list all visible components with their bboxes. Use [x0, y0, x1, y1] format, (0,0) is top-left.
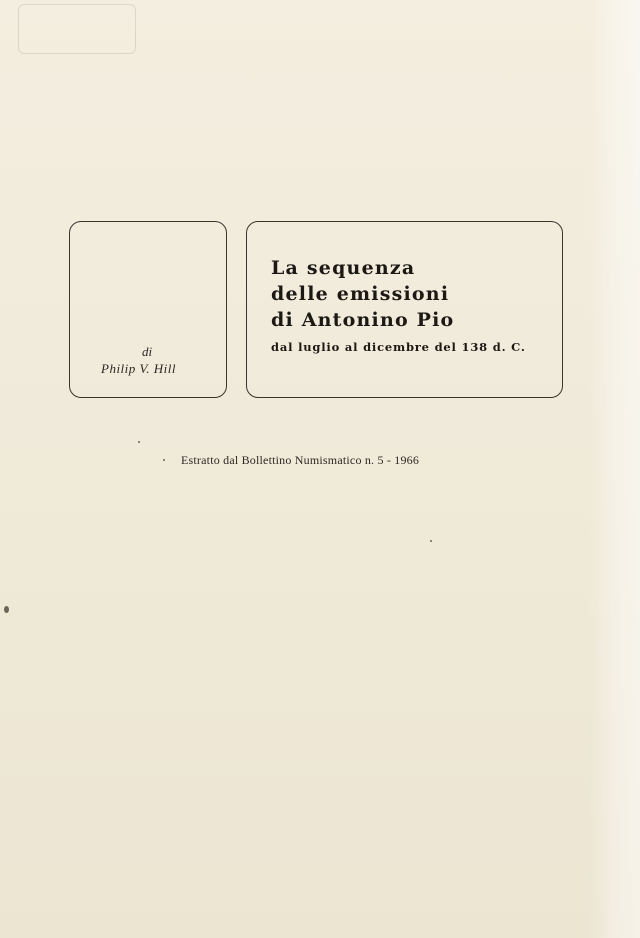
extract-note: Estratto dal Bollettino Numismatico n. 5 - 1966 — [181, 453, 420, 467]
title-line-3: di Antonino Pio — [271, 309, 455, 331]
title-line-2: delle emissioni — [271, 283, 450, 305]
document-title — [271, 255, 454, 333]
paper-speck — [430, 540, 432, 542]
author-name: Philip V. Hill — [101, 361, 177, 376]
author-prefix: di — [142, 344, 153, 359]
document-subtitle: dal luglio al dicembre del 138 d. C. — [271, 340, 526, 354]
paper-speck — [163, 459, 165, 461]
paper-speck — [138, 441, 140, 443]
title-line-1: La sequenza — [271, 257, 416, 279]
paper-speck — [4, 606, 9, 613]
paper-impression-mark — [18, 4, 136, 54]
